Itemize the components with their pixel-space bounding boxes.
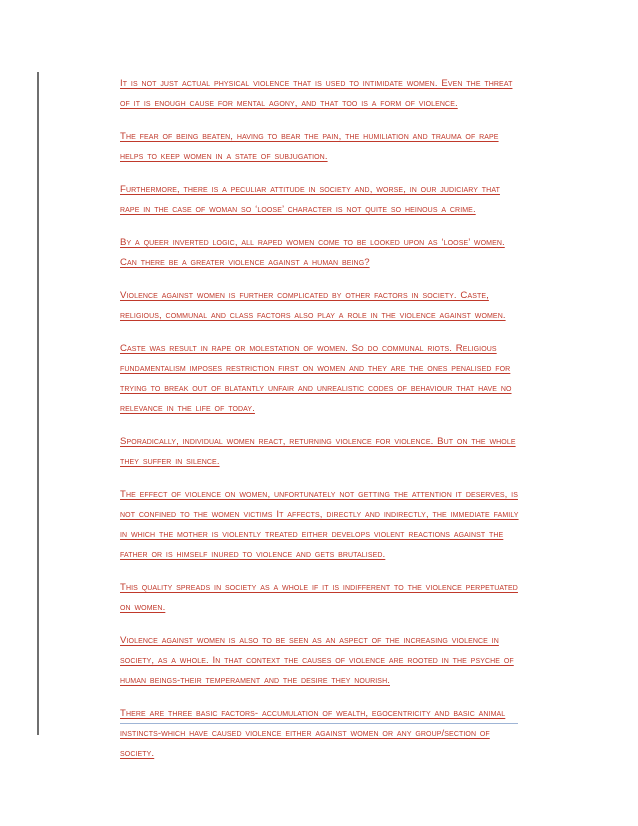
paragraph: Furthermore, there is a peculiar attitude in society and, worse, in our judiciary that rape in the case of woman so ‘loose’ character is not quite so heinous a crime. — [120, 184, 500, 215]
paragraph: It is not just actual physical violence that is used to intimidate women. Even the threat of it is enough cause for mental agony, and that too is a form of violence. — [120, 78, 513, 109]
paragraph: Caste was result in rape or molestation of women. So do communal riots. Religious fundamentalism imposes restriction first on women and they are the ones penalised for trying to break out of blatantly unfair and unrealistic codes of behaviour that have no relevance in the life of today. — [120, 343, 512, 414]
paragraph: Violence against women is further complicated by other factors in society. Caste, religious, communal and class factors also play a role in the violence against women. — [120, 290, 506, 321]
paragraph: Violence against women is also to be seen as an aspect of the increasing violence in society, as a whole. In that context the causes of violence are rooted in the psyche of human beings-their temperament and the desire they nourish. — [120, 635, 514, 686]
paragraph: Sporadically, individual women react, returning violence for violence. But on the whole they suffer in silence. — [120, 436, 516, 467]
paragraph: The effect of violence on women, unfortunately not getting the attention it deserves, is not confined to the women victims It affects, directly and indirectly, the immediate family in which the mother is violently treated either develops violent reactions against the father or is himself inured to violence and gets brutalised. — [120, 489, 519, 560]
paragraph: This quality spreads in society as a whole if it is indifferent to the violence perpetuated on women. — [120, 582, 518, 613]
paragraph: By a queer inverted logic, all raped women come to be looked upon as ‘loose’ women. Can there be a greater violence against a human being? — [120, 237, 505, 268]
bottom-rule — [120, 723, 518, 724]
paragraph: The fear of being beaten, having to bear the pain, the humiliation and trauma of rape helps to keep women in a state of subjugation. — [120, 131, 499, 162]
document-body — [120, 74, 520, 777]
left-margin-bar — [37, 72, 39, 735]
paragraph: There are three basic factors- accumulation of wealth, egocentricity and basic animal instincts-which have caused violence either against women or any group/section of society. — [120, 708, 506, 759]
